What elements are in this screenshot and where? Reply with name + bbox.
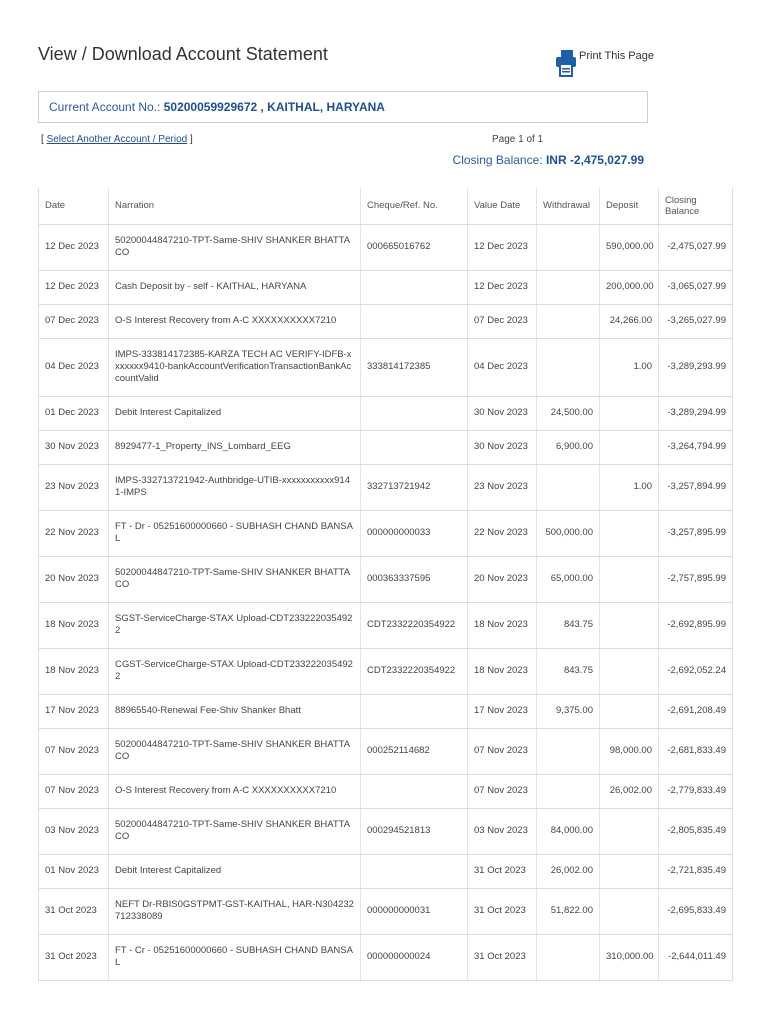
col-deposit: Deposit: [600, 188, 659, 224]
table-row: [39, 396, 733, 430]
table-row: [39, 224, 733, 270]
cell-date: 01 Dec 2023: [39, 396, 109, 430]
cell-narration: Cash Deposit by - self - KAITHAL, HARYANA: [109, 270, 361, 304]
cell-balance: -2,475,027.99: [659, 224, 733, 270]
cell-ref: 000000000031: [361, 888, 468, 934]
print-page-label: Print This Page: [579, 50, 655, 62]
col-narration: Narration: [109, 188, 361, 224]
cell-balance: -3,257,894.99: [659, 464, 733, 510]
cell-value-date: 04 Dec 2023: [468, 338, 537, 396]
cell-withdrawal: 24,500.00: [537, 396, 600, 430]
table-row: [39, 430, 733, 464]
cell-ref: [361, 270, 468, 304]
cell-deposit: [600, 510, 659, 556]
cell-value-date: 12 Dec 2023: [468, 224, 537, 270]
cell-balance: -2,692,052.24: [659, 648, 733, 694]
cell-withdrawal: [537, 270, 600, 304]
select-account-wrapper: [ Select Another Account / Period ]: [41, 134, 193, 145]
cell-ref: 000294521813: [361, 808, 468, 854]
cell-balance: -3,265,027.99: [659, 304, 733, 338]
table-row: [39, 854, 733, 888]
cell-narration: NEFT Dr-RBIS0GSTPMT-GST-KAITHAL, HAR-N304232712338089: [109, 888, 361, 934]
cell-ref: CDT2332220354922: [361, 602, 468, 648]
cell-withdrawal: 843.75: [537, 602, 600, 648]
select-another-account-link[interactable]: Select Another Account / Period: [46, 134, 188, 145]
cell-balance: -2,721,835.49: [659, 854, 733, 888]
cell-ref: 000665016762: [361, 224, 468, 270]
cell-deposit: 590,000.00: [600, 224, 659, 270]
closing-balance-value: INR -2,475,027.99: [545, 153, 644, 167]
cell-narration: IMPS-333814172385-KARZA TECH AC VERIFY-IDFB-xxxxxxx9410-bankAccountVerificationTransactionBankAccountValid: [109, 338, 361, 396]
cell-narration: CGST-ServiceCharge-STAX Upload-CDT2332220354922: [109, 648, 361, 694]
cell-ref: [361, 304, 468, 338]
cell-balance: -2,805,835.49: [659, 808, 733, 854]
closing-balance-label: Closing Balance:: [452, 153, 543, 167]
cell-withdrawal: 26,002.00: [537, 854, 600, 888]
cell-ref: [361, 396, 468, 430]
col-closing-balance: Closing Balance: [659, 188, 733, 224]
cell-withdrawal: 500,000.00: [537, 510, 600, 556]
cell-withdrawal: [537, 338, 600, 396]
cell-ref: [361, 694, 468, 728]
page-indicator: Page 1 of 1: [492, 134, 544, 145]
cell-deposit: 26,002.00: [600, 774, 659, 808]
table-row: [39, 808, 733, 854]
print-page-link[interactable]: [555, 49, 654, 77]
cell-value-date: 12 Dec 2023: [468, 270, 537, 304]
cell-ref: 332713721942: [361, 464, 468, 510]
cell-value-date: 30 Nov 2023: [468, 430, 537, 464]
table-row: [39, 602, 733, 648]
col-ref: Cheque/Ref. No.: [361, 188, 468, 224]
cell-withdrawal: 65,000.00: [537, 556, 600, 602]
cell-balance: -2,779,833.49: [659, 774, 733, 808]
table-row: [39, 694, 733, 728]
cell-ref: 000363337595: [361, 556, 468, 602]
cell-ref: 000252114682: [361, 728, 468, 774]
statement-table: [38, 188, 733, 981]
cell-value-date: 07 Nov 2023: [468, 728, 537, 774]
cell-value-date: 18 Nov 2023: [468, 602, 537, 648]
cell-narration: FT - Cr - 05251600000660 - SUBHASH CHAND BANSAL: [109, 934, 361, 980]
cell-deposit: [600, 396, 659, 430]
cell-ref: 000000000024: [361, 934, 468, 980]
cell-withdrawal: 843.75: [537, 648, 600, 694]
cell-balance: -2,757,895.99: [659, 556, 733, 602]
cell-withdrawal: [537, 728, 600, 774]
table-row: [39, 270, 733, 304]
cell-narration: 88965540-Renewal Fee-Shiv Shanker Bhatt: [109, 694, 361, 728]
col-value-date: Value Date: [468, 188, 537, 224]
cell-date: 23 Nov 2023: [39, 464, 109, 510]
table-row: [39, 648, 733, 694]
page-title: View / Download Account Statement: [38, 44, 328, 64]
cell-value-date: 07 Nov 2023: [468, 774, 537, 808]
cell-value-date: 31 Oct 2023: [468, 888, 537, 934]
account-label: Current Account No.:: [49, 100, 161, 114]
cell-withdrawal: [537, 304, 600, 338]
cell-deposit: [600, 888, 659, 934]
cell-balance: -2,692,895.99: [659, 602, 733, 648]
cell-narration: Debit Interest Capitalized: [109, 396, 361, 430]
account-info-box: [38, 91, 648, 123]
cell-deposit: 98,000.00: [600, 728, 659, 774]
cell-value-date: 07 Dec 2023: [468, 304, 537, 338]
cell-narration: FT - Dr - 05251600000660 - SUBHASH CHAND BANSAL: [109, 510, 361, 556]
cell-value-date: 31 Oct 2023: [468, 854, 537, 888]
cell-narration: Debit Interest Capitalized: [109, 854, 361, 888]
cell-narration: 50200044847210-TPT-Same-SHIV SHANKER BHATTA CO: [109, 556, 361, 602]
cell-balance: -3,264,794.99: [659, 430, 733, 464]
cell-withdrawal: [537, 774, 600, 808]
cell-ref: CDT2332220354922: [361, 648, 468, 694]
cell-date: 22 Nov 2023: [39, 510, 109, 556]
cell-date: 20 Nov 2023: [39, 556, 109, 602]
cell-deposit: [600, 854, 659, 888]
cell-balance: -2,644,011.49: [659, 934, 733, 980]
cell-date: 04 Dec 2023: [39, 338, 109, 396]
cell-deposit: 1.00: [600, 464, 659, 510]
cell-date: 18 Nov 2023: [39, 602, 109, 648]
col-withdrawal: Withdrawal: [537, 188, 600, 224]
cell-withdrawal: 6,900.00: [537, 430, 600, 464]
table-row: [39, 934, 733, 980]
cell-withdrawal: 51,822.00: [537, 888, 600, 934]
cell-balance: -2,681,833.49: [659, 728, 733, 774]
cell-narration: 50200044847210-TPT-Same-SHIV SHANKER BHATTA CO: [109, 808, 361, 854]
table-body: [39, 224, 733, 980]
printer-icon: [555, 49, 577, 77]
cell-value-date: 17 Nov 2023: [468, 694, 537, 728]
cell-withdrawal: 84,000.00: [537, 808, 600, 854]
account-number: 50200059929672 , KAITHAL, HARYANA: [163, 100, 385, 114]
table-row: [39, 556, 733, 602]
table-row: [39, 774, 733, 808]
cell-deposit: [600, 694, 659, 728]
cell-ref: [361, 854, 468, 888]
cell-value-date: 23 Nov 2023: [468, 464, 537, 510]
cell-value-date: 22 Nov 2023: [468, 510, 537, 556]
cell-balance: -2,691,208.49: [659, 694, 733, 728]
cell-deposit: [600, 808, 659, 854]
cell-deposit: 1.00: [600, 338, 659, 396]
cell-narration: SGST-ServiceCharge-STAX Upload-CDT2332220354922: [109, 602, 361, 648]
cell-deposit: [600, 556, 659, 602]
cell-date: 30 Nov 2023: [39, 430, 109, 464]
cell-deposit: [600, 430, 659, 464]
cell-narration: 50200044847210-TPT-Same-SHIV SHANKER BHATTA CO: [109, 728, 361, 774]
cell-date: 07 Nov 2023: [39, 728, 109, 774]
cell-ref: [361, 774, 468, 808]
cell-narration: O-S Interest Recovery from A-C XXXXXXXXXX7210: [109, 774, 361, 808]
cell-deposit: 24,266.00: [600, 304, 659, 338]
cell-narration: 8929477-1_Property_INS_Lombard_EEG: [109, 430, 361, 464]
cell-narration: 50200044847210-TPT-Same-SHIV SHANKER BHATTA CO: [109, 224, 361, 270]
table-row: [39, 338, 733, 396]
cell-date: 01 Nov 2023: [39, 854, 109, 888]
table-row: [39, 888, 733, 934]
cell-balance: -2,695,833.49: [659, 888, 733, 934]
table-row: [39, 304, 733, 338]
cell-ref: 333814172385: [361, 338, 468, 396]
cell-date: 03 Nov 2023: [39, 808, 109, 854]
cell-ref: 000000000033: [361, 510, 468, 556]
table-header-row: [39, 188, 733, 224]
cell-deposit: 200,000.00: [600, 270, 659, 304]
table-row: [39, 464, 733, 510]
cell-value-date: 31 Oct 2023: [468, 934, 537, 980]
cell-withdrawal: [537, 464, 600, 510]
cell-value-date: 03 Nov 2023: [468, 808, 537, 854]
cell-date: 07 Dec 2023: [39, 304, 109, 338]
closing-balance: [453, 153, 644, 167]
col-date: Date: [39, 188, 109, 224]
cell-value-date: 18 Nov 2023: [468, 648, 537, 694]
cell-withdrawal: [537, 934, 600, 980]
cell-balance: -3,065,027.99: [659, 270, 733, 304]
cell-date: 12 Dec 2023: [39, 224, 109, 270]
cell-date: 18 Nov 2023: [39, 648, 109, 694]
cell-date: 31 Oct 2023: [39, 888, 109, 934]
cell-narration: IMPS-332713721942-Authbridge-UTIB-xxxxxxxxxxx9141-IMPS: [109, 464, 361, 510]
table-row: [39, 510, 733, 556]
cell-narration: O-S Interest Recovery from A-C XXXXXXXXXX7210: [109, 304, 361, 338]
cell-value-date: 30 Nov 2023: [468, 396, 537, 430]
cell-deposit: [600, 648, 659, 694]
cell-balance: -3,257,895.99: [659, 510, 733, 556]
cell-balance: -3,289,293.99: [659, 338, 733, 396]
cell-date: 07 Nov 2023: [39, 774, 109, 808]
cell-date: 31 Oct 2023: [39, 934, 109, 980]
cell-deposit: 310,000.00: [600, 934, 659, 980]
cell-withdrawal: [537, 224, 600, 270]
cell-deposit: [600, 602, 659, 648]
cell-balance: -3,289,294.99: [659, 396, 733, 430]
cell-date: 12 Dec 2023: [39, 270, 109, 304]
table-row: [39, 728, 733, 774]
cell-ref: [361, 430, 468, 464]
cell-value-date: 20 Nov 2023: [468, 556, 537, 602]
cell-withdrawal: 9,375.00: [537, 694, 600, 728]
cell-date: 17 Nov 2023: [39, 694, 109, 728]
